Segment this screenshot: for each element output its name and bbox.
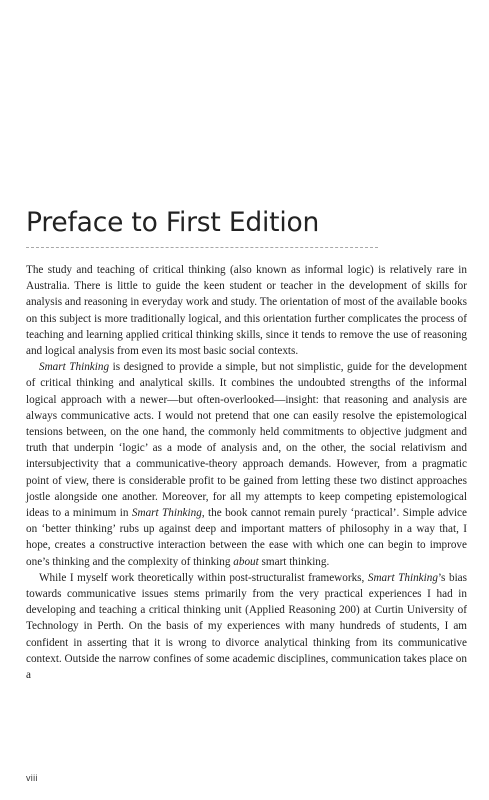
text-run: , the book cannot remain purely ‘practical’. Simple advice on ‘better thinking’ rubs up against deep and important matters of philosophy in a way that, I hope, creates a constructive interaction between the ease with which one can begin to improve one’s thinking and the complexity of thinking bbox=[26, 507, 467, 568]
text-run: The study and teaching of critical thinking (also known as informal logic) is relatively rare in Australia. There is little to guide the keen student or teacher in the development of skills for analysis and reasoning in everyday work and study. The orientation of most of the available books on this subject is more traditionally logical, and this orientation further complicates the process of teaching and learning applied critical thinking skills, since it tends to remove the use of reasoning and logical analysis from even its most basic social contexts. bbox=[26, 264, 467, 358]
paragraph-3 bbox=[26, 570, 467, 683]
title-underline-rule bbox=[26, 247, 378, 248]
text-run: ’s bias towards communicative issues stems primarily from the very practical experiences I had in developing and teaching a critical thinking unit (Applied Reasoning 200) at Curtin University of Technology in Perth. On the basis of my experiences with many hundreds of students, I am confident in asserting that it is wrong to divorce analytical thinking from its communicative context. Outside the narrow confines of some academic disciplines, communication takes place on a bbox=[26, 571, 467, 682]
text-run: is designed to provide a simple, but not simplistic, guide for the development of critical thinking and analytical skills. It combines the undoubted strengths of the informal logical approach with a newer—but often-overlooked—insight: that reasoning and analysis are always communicative acts. I would not pretend that one can easily resolve the epistemological tensions between, on the one hand, the commonly held commitments to objective judgment and truth that underpin ‘logic’ as a mode of analysis and, on the other, the social relativism and intersubjectivity that a communicative-theory approach demands. However, from a pragmatic point of view, there is considerable profit to be gained from letting these two distinct approaches jostle alongside one another. Moreover, for all my attempts to keep competing epistemological ideas to a minimum in bbox=[26, 361, 467, 520]
italic-text-run: Smart Thinking bbox=[39, 361, 110, 374]
italic-text-run: about bbox=[233, 555, 259, 568]
text-run: While I myself work theoretically within post-structuralist frameworks, bbox=[39, 571, 368, 584]
page-number: viii bbox=[26, 773, 38, 783]
italic-text-run: Smart Thinking bbox=[131, 507, 202, 520]
text-run: smart thinking. bbox=[258, 555, 330, 568]
chapter-title: Preface to First Edition bbox=[26, 207, 320, 238]
paragraph-2 bbox=[26, 359, 467, 570]
italic-text-run: Smart Thinking bbox=[367, 571, 438, 584]
preface-body bbox=[26, 262, 467, 683]
paragraph-1 bbox=[26, 262, 467, 359]
